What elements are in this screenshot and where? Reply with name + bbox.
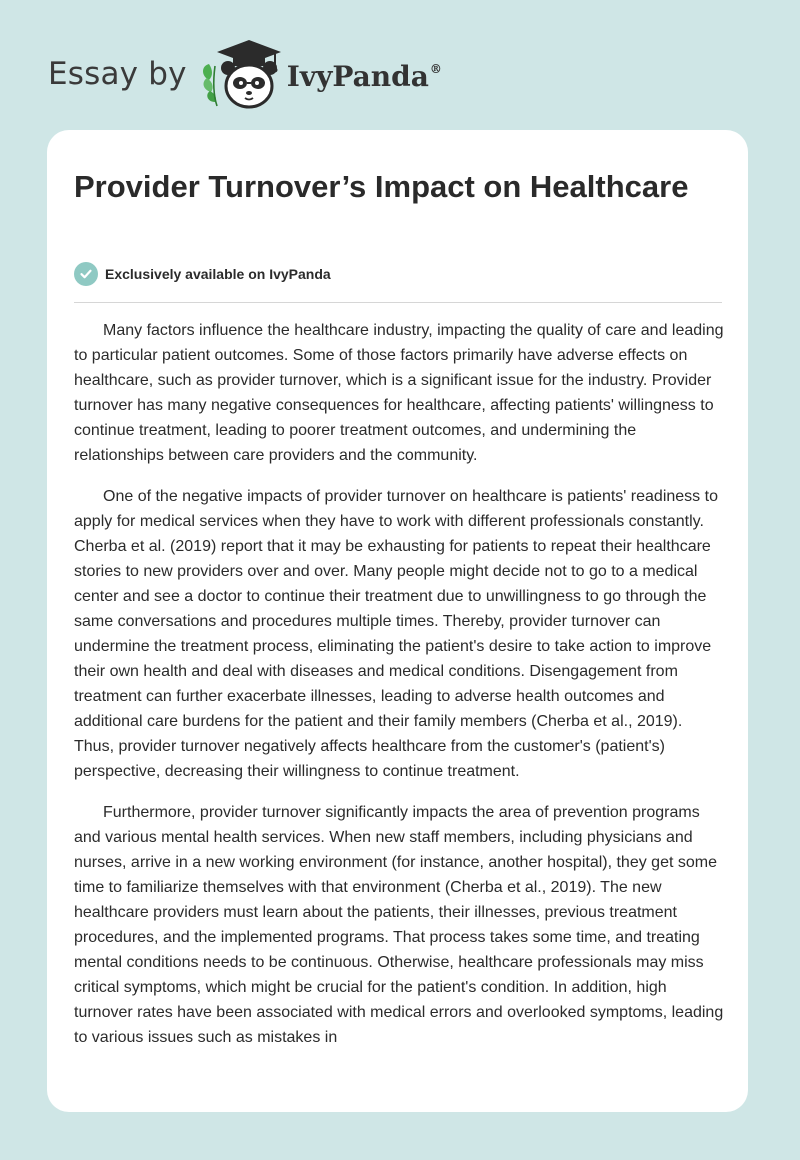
paragraph: One of the negative impacts of provider turnover on healthcare is patients' readiness to apply for medical services when they have to work with different professionals constantly. Cherba et al. (2019) report that it may be exhausting for patients to repeat their healthcare stories to new providers over and over. Many people might decide not to go to a medical center and see a doctor to continue their treatment due to unwillingness to go through the same conversations and procedures multiple times. Thereby, provider turnover can undermine the treatment process, eliminating the patient's desire to take action to improve their own health and deal with diseases and medical conditions. Disengagement from treatment can further exacerbate illnesses, leading to adverse health outcomes and additional care burdens for the patient and their family members (Cherba et al., 2019). Thus, provider turnover negatively affects healthcare from the customer's (patient's) perspective, decreasing their willingness to continue treatment. bbox=[74, 488, 718, 780]
page-title: Provider Turnover’s Impact on Healthcare bbox=[74, 169, 689, 204]
essay-by-label: Essay by bbox=[48, 56, 187, 92]
paragraph: Furthermore, provider turnover significantly impacts the area of prevention programs and various mental health services. When new staff members, including physicians and nurses, arrive in a new working environment (for instance, another hospital), they get some time to familiarize themselves with that environment (Cherba et al., 2019). The new healthcare providers must learn about the patients, their illnesses, previous treatment procedures, and the implemented programs. That process takes some time, and treating mental conditions needs to be continuous. Otherwise, healthcare professionals may miss critical symptoms, which might be crucial for the patient's condition. In addition, high turnover rates have been associated with medical errors and overlooked symptoms, leading to various issues such as mistakes in bbox=[74, 804, 724, 1046]
check-circle-icon bbox=[74, 262, 98, 286]
divider bbox=[74, 302, 722, 303]
essay-body bbox=[74, 318, 726, 1066]
brand-name[interactable]: IvyPanda® bbox=[286, 59, 442, 93]
site-header bbox=[48, 34, 442, 114]
registered-mark: ® bbox=[429, 61, 442, 76]
paragraph: Many factors influence the healthcare industry, impacting the quality of care and leading to particular patient outcomes. Some of those factors primarily have adverse effects on healthcare, such as provider turnover, which is a significant issue for the industry. Provider turnover has many negative consequences for healthcare, affecting patients' willingness to continue treatment, leading to poorer treatment outcomes, and undermining the relationships between care providers and the community. bbox=[74, 322, 724, 464]
exclusive-badge-label: Exclusively available on IvyPanda bbox=[105, 266, 331, 282]
panda-graduate-logo-icon[interactable] bbox=[195, 36, 283, 112]
exclusive-badge bbox=[74, 262, 331, 286]
essay-card bbox=[47, 130, 748, 1112]
